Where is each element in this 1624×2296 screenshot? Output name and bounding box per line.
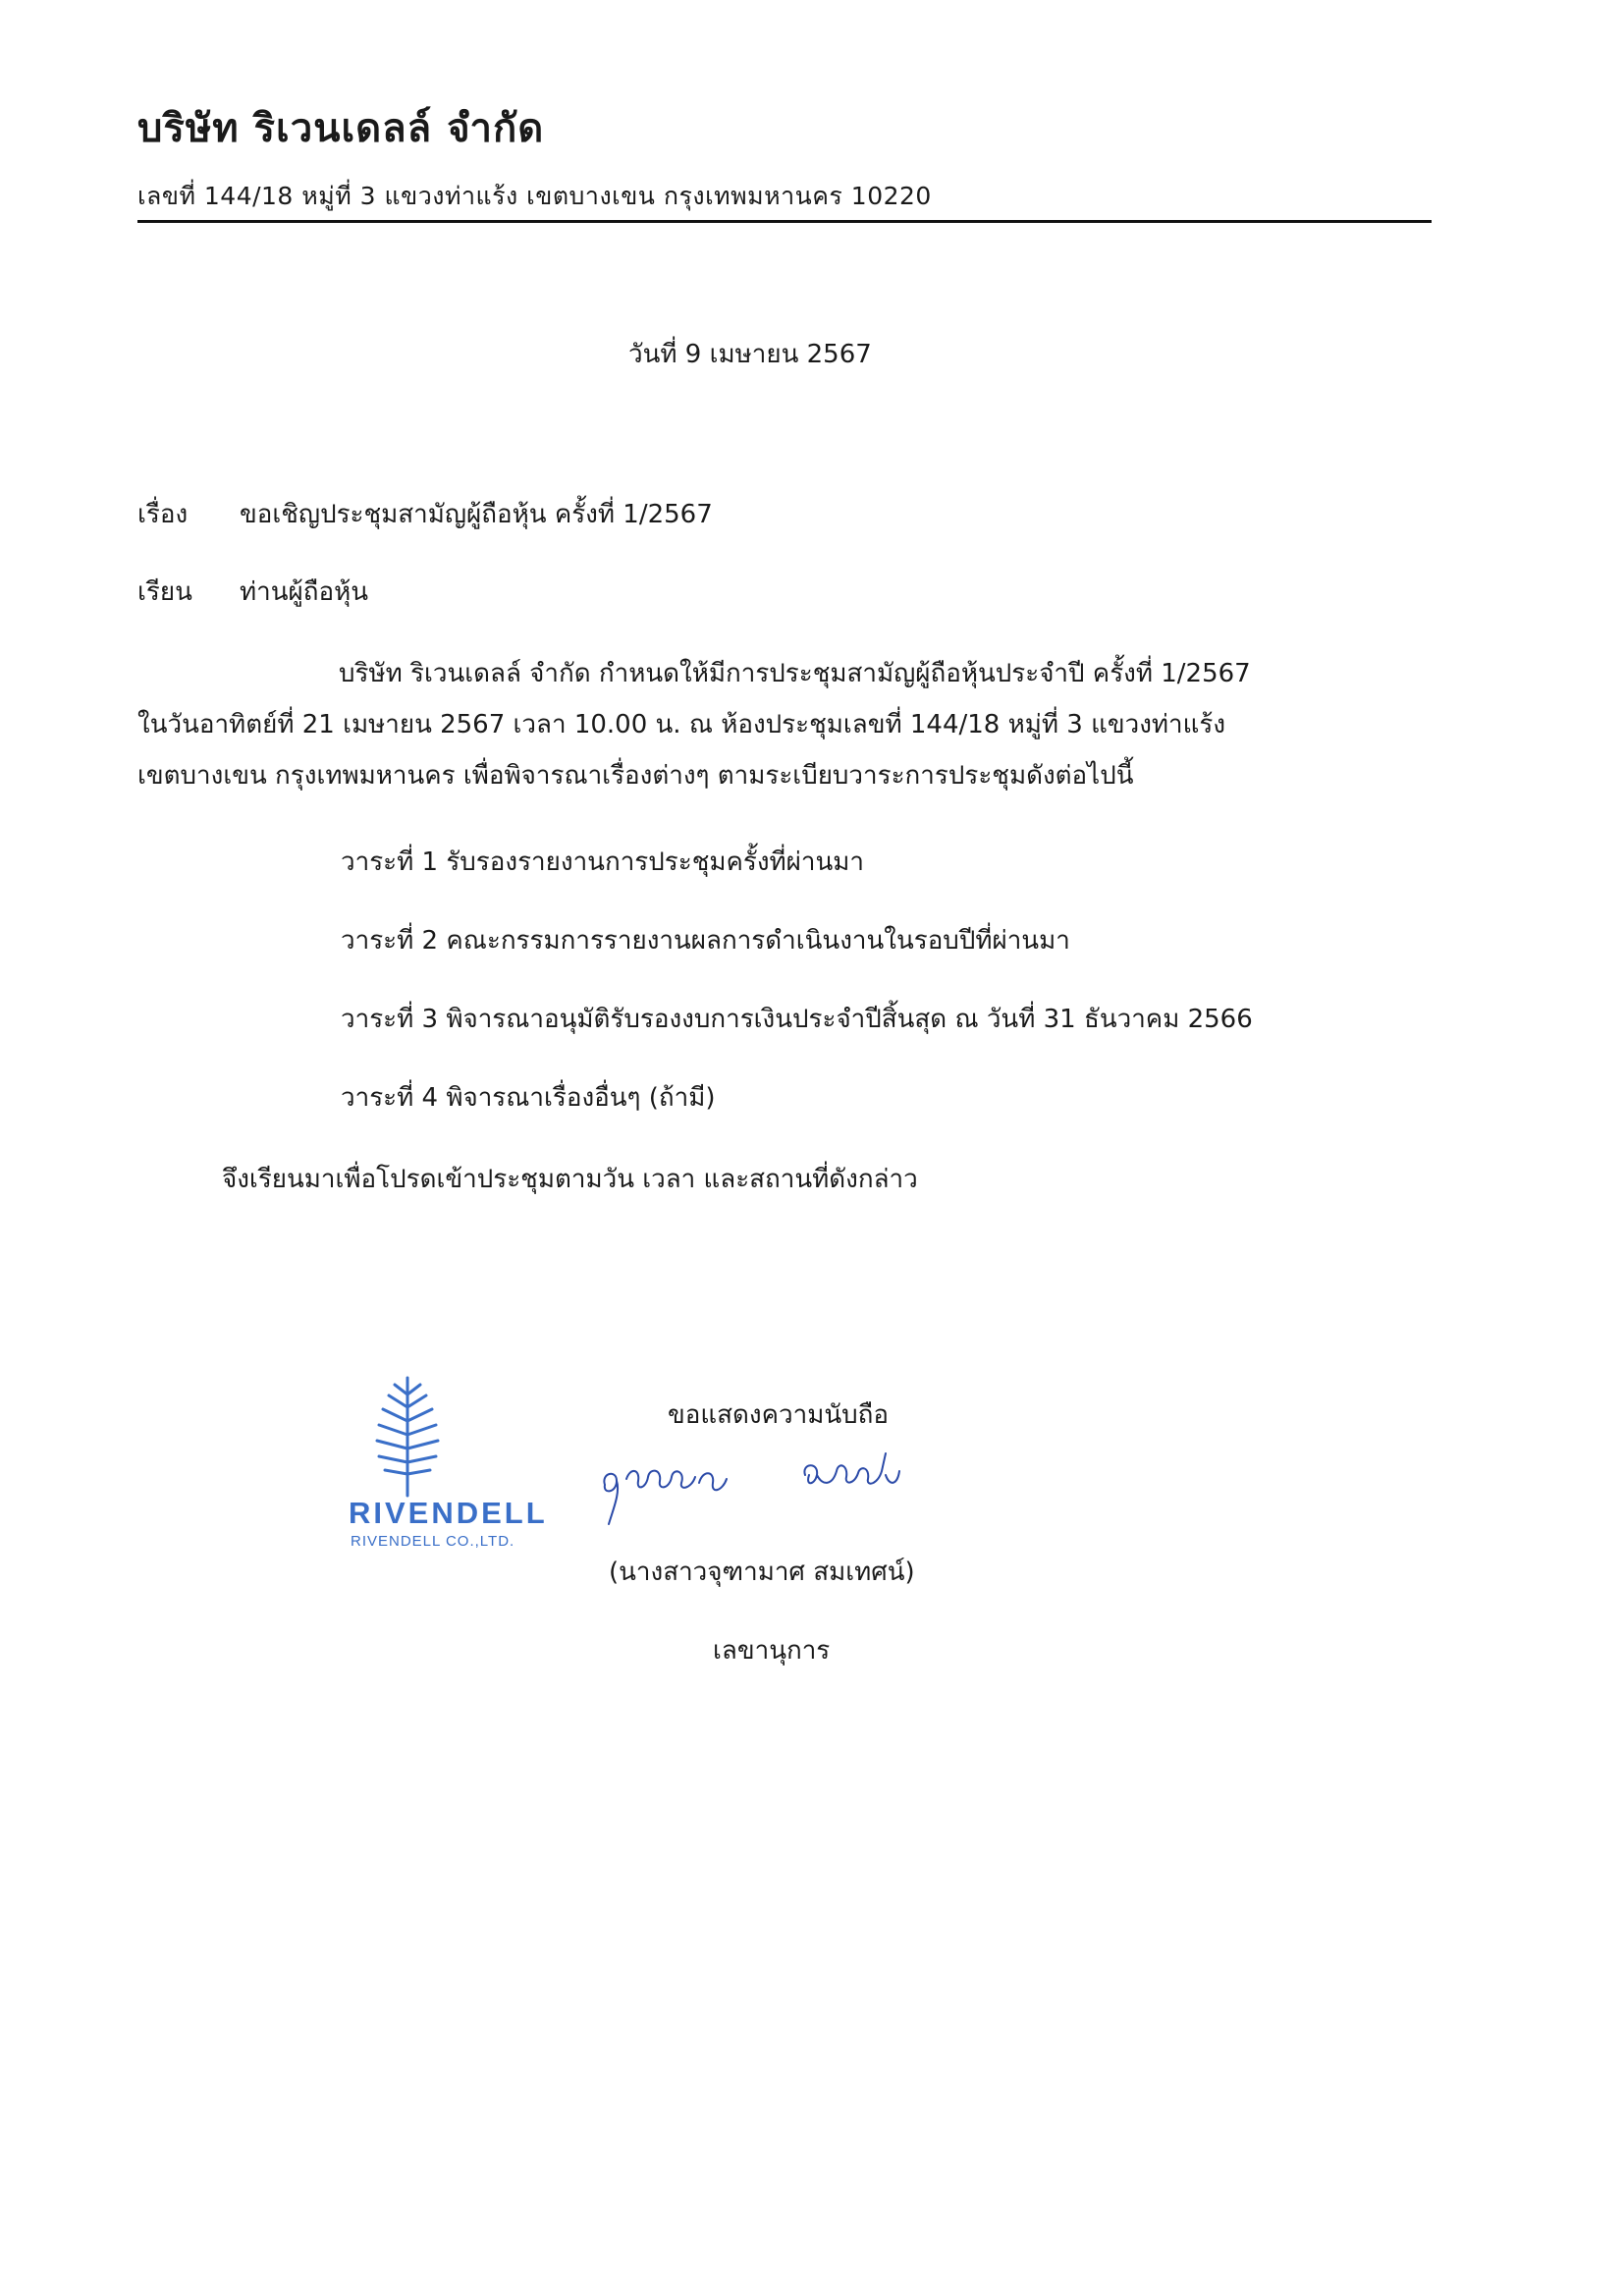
company-address: เลขที่ 144/18 หมู่ที่ 3 แขวงท่าแร้ง เขตบางเขน กรุงเทพมหานคร 10220 [137, 182, 932, 210]
company-logo [349, 1370, 584, 1566]
logo-subtitle: RIVENDELL CO.,LTD. [351, 1533, 515, 1550]
agenda-item-3: วาระที่ 3 พิจารณาอนุมัติรับรองงบการเงินประจำปีสิ้นสุด ณ วันที่ 31 ธันวาคม 2566 [341, 1005, 1253, 1034]
salutation-text: ท่านผู้ถือหุ้น [240, 577, 369, 607]
letter-date: วันที่ 9 เมษายน 2567 [628, 340, 872, 369]
fern-tree-icon [353, 1370, 461, 1498]
body-line: เขตบางเขน กรุงเทพมหานคร เพื่อพิจารณาเรื่องต่างๆ ตามระเบียบวาระการประชุมดังต่อไปนี้ [137, 761, 1134, 791]
body-line: ในวันอาทิตย์ที่ 21 เมษายน 2567 เวลา 10.00 น. ณ ห้องประชุมเลขที่ 144/18 หมู่ที่ 3 แขวงท่าแร้ง [137, 710, 1226, 739]
logo-wordmark: RIVENDELL [349, 1496, 548, 1530]
regards-text: ขอแสดงความนับถือ [668, 1400, 889, 1430]
closing-sentence: จึงเรียนมาเพื่อโปรดเข้าประชุมตามวัน เวลา และสถานที่ดังกล่าว [222, 1165, 918, 1194]
salutation-label: เรียน [137, 577, 192, 607]
body-paragraph [137, 648, 1434, 801]
agenda-item-4: วาระที่ 4 พิจารณาเรื่องอื่นๆ (ถ้ามี) [341, 1083, 716, 1113]
subject-text: ขอเชิญประชุมสามัญผู้ถือหุ้น ครั้งที่ 1/2567 [240, 500, 713, 529]
handwritten-signature [591, 1446, 945, 1534]
signer-name: (นางสาวจุฑามาศ สมเทศน์) [609, 1558, 915, 1587]
header-divider [137, 220, 1432, 223]
company-name: บริษัท ริเวนเดลล์ จำกัด [137, 106, 545, 151]
signer-position: เลขานุการ [713, 1636, 831, 1666]
agenda-item-1: วาระที่ 1 รับรองรายงานการประชุมครั้งที่ผ่านมา [341, 847, 865, 877]
agenda-item-2: วาระที่ 2 คณะกรรมการรายงานผลการดำเนินงานในรอบปีที่ผ่านมา [341, 926, 1070, 956]
body-line: บริษัท ริเวนเดลล์ จำกัด กำหนดให้มีการประชุมสามัญผู้ถือหุ้นประจำปี ครั้งที่ 1/2567 [339, 659, 1251, 688]
subject-label: เรื่อง [137, 500, 189, 529]
